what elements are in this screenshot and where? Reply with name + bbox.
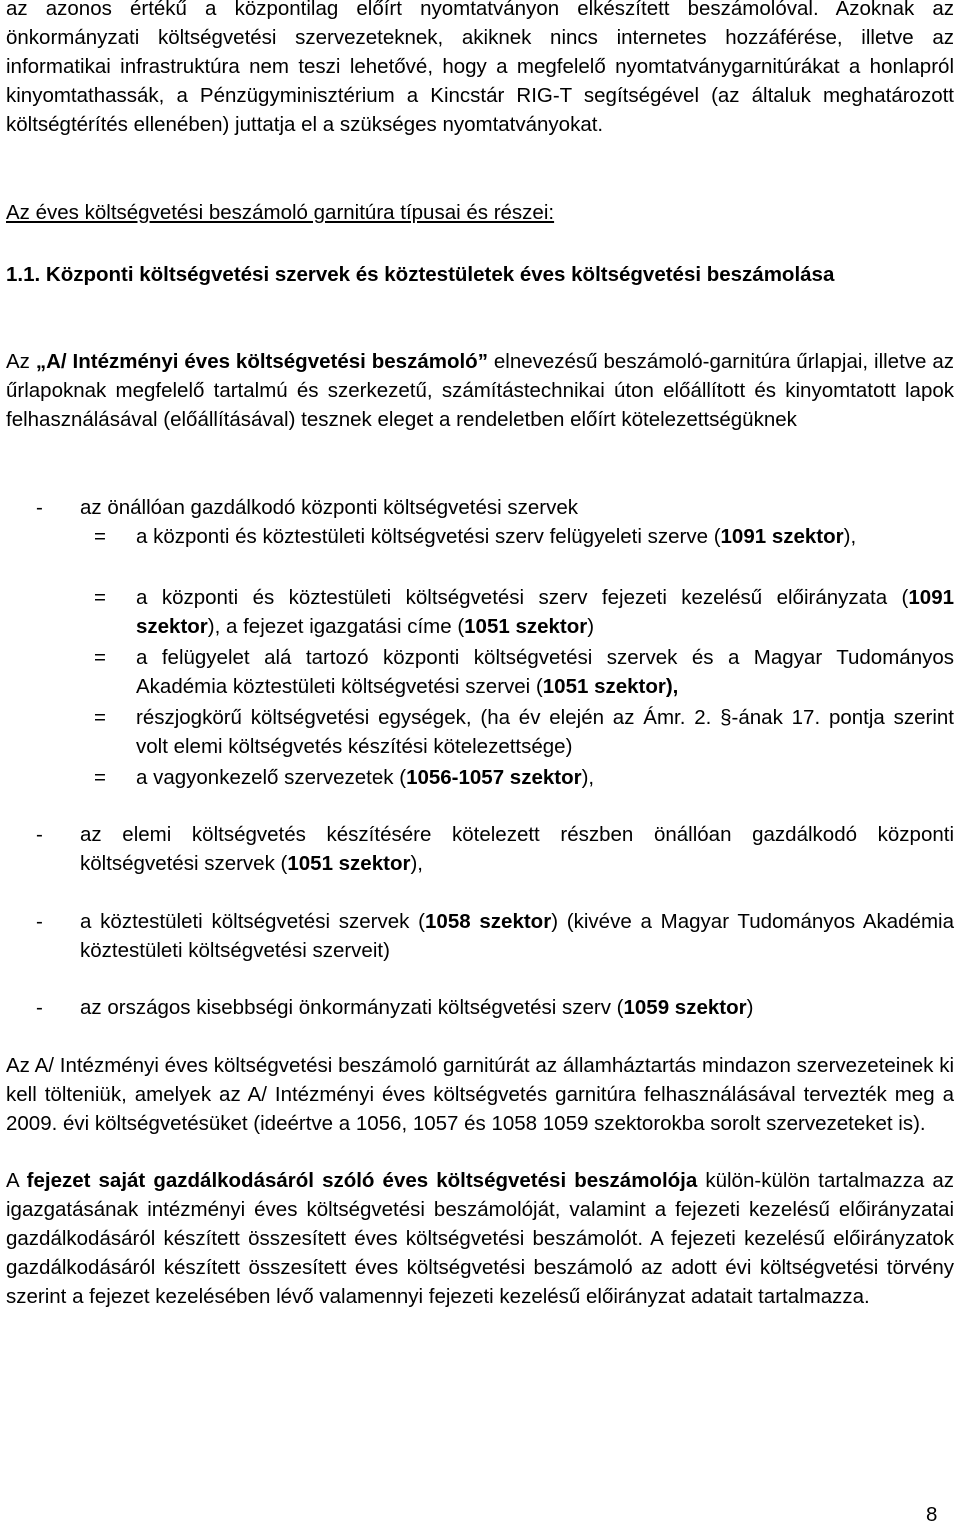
equals-bullet: = [94,766,106,789]
garnitura-name: „A/ Intézményi éves költségvetési beszámoló” [35,350,488,373]
equals-bullet: = [94,586,106,609]
page-number: 8 [926,1503,938,1526]
sub-list-item-text: a vagyonkezelő szervezetek (1056-1057 szektor), [136,766,595,789]
sub-list-item [6,643,954,701]
fejezet-beszamolo-name: fejezet saját gazdálkodásáról szóló éves költségvetési beszámolója [26,1169,698,1192]
equals-bullet: = [94,706,106,729]
section-paragraph-1: Az „A/ Intézményi éves költségvetési beszámoló” elnevezésű beszámoló-garnitúra űrlapjai, illetve az űrlapoknak megfelelő tartalmú és szerkezetű, számítástechnikai úton előállított és kinyomtatott lapok felhasználásával (előállításával) tesznek eleget a rendeletben előírt kötelezettségüknek [6,350,955,431]
list-item-text: az országos kisebbségi önkormányzati költségvetési szerv (1059 szektor) [80,996,754,1019]
list-item [6,907,954,965]
sub-list-item-text: a felügyelet alá tartozó központi költségvetési szervek és a Magyar Tudományos Akadémia köztestületi költségvetési szervei (1051 szektor), [136,646,954,698]
paragraph-3: A fejezet saját gazdálkodásáról szóló éves költségvetési beszámolója külön-külön tartalmazza az igazgatásának intézményi éves költségvetési beszámolóját, valamint a fejezeti kezelésű előirányzatai gazdálkodásáról készített összesített éves költségvetési beszámolót. A fejezeti kezelésű előirányzatok gazdálkodásáról készített összesített éves költségvetési beszámoló az adott évi költségvetési törvény szerint a fejezet kezelésében lévő valamennyi fejezeti kezelésű előirányzat adatait tartalmazza. [6,1169,954,1308]
equals-bullet: = [94,525,106,548]
sub-list-item [6,763,954,792]
sub-list-item-text: a központi és köztestületi költségvetési szerv fejezeti kezelésű előirányzata (1091 szektor), a fejezet igazgatási címe (1051 szektor) [136,586,954,638]
sub-list-item-text: a központi és köztestületi költségvetési szerv felügyeleti szerve (1091 szektor), [136,525,857,548]
intro-paragraph: az azonos értékű a központilag előírt nyomtatványon elkészített beszámolóval. Azoknak az önkormányzati költségvetési szervezeteknek, akiknek nincs internetes hozzáférése, illetve az informatikai infrastruktúra nem teszi lehetővé, hogy a megfelelő nyomtatványgarnitúrákat a honlapról kinyomtathassák, a Pénzügyminisztérium a Kincstár RIG-T segítségével (az általuk meghatározott költségtérítés ellenében) juttatja el a szükséges nyomtatványokat. [6,0,954,136]
dash-bullet: - [36,910,43,933]
list-item [6,820,954,878]
paragraph-2: Az A/ Intézményi éves költségvetési beszámoló garnitúrát az államháztartás mindazon szervezeteinek ki kell tölteniük, amelyek az A/ Intézményi éves költségvetés garnitúra felhasználásával tervezték meg a 2009. évi költségvetésüket (ideértve a 1056, 1057 és 1058 1059 szektorokba sorolt szervezeteket is). [6,1054,954,1135]
sub-list-item [6,703,954,761]
dash-bullet: - [36,496,43,519]
sub-list-item-text: részjogkörű költségvetési egységek, (ha év elején az Ámr. 2. §-ának 17. pontja szerint volt elemi költségvetés készítési kötelezettsége) [136,706,954,758]
dash-bullet: - [36,996,43,1019]
dash-bullet: - [36,823,43,846]
list-item [6,993,954,1022]
list-item-text: az elemi költségvetés készítésére kötelezett részben önállóan gazdálkodó központi költségvetési szervek (1051 szektor), [80,823,954,875]
list-item-text: az önállóan gazdálkodó központi költségvetési szervek [80,496,578,519]
list-item-text: a köztestületi költségvetési szervek (1058 szektor) (kivéve a Magyar Tudományos Akadémia köztestületi költségvetési szerveit) [80,910,954,962]
sub-list-item [6,583,954,641]
equals-bullet: = [94,646,106,669]
section-subtitle: Az éves költségvetési beszámoló garnitúra típusai és részei: [6,201,555,224]
sub-list-item [6,522,954,551]
section-heading: 1.1. Központi költségvetési szervek és köztestületek éves költségvetési beszámolása [6,263,835,286]
list-item [6,493,954,522]
